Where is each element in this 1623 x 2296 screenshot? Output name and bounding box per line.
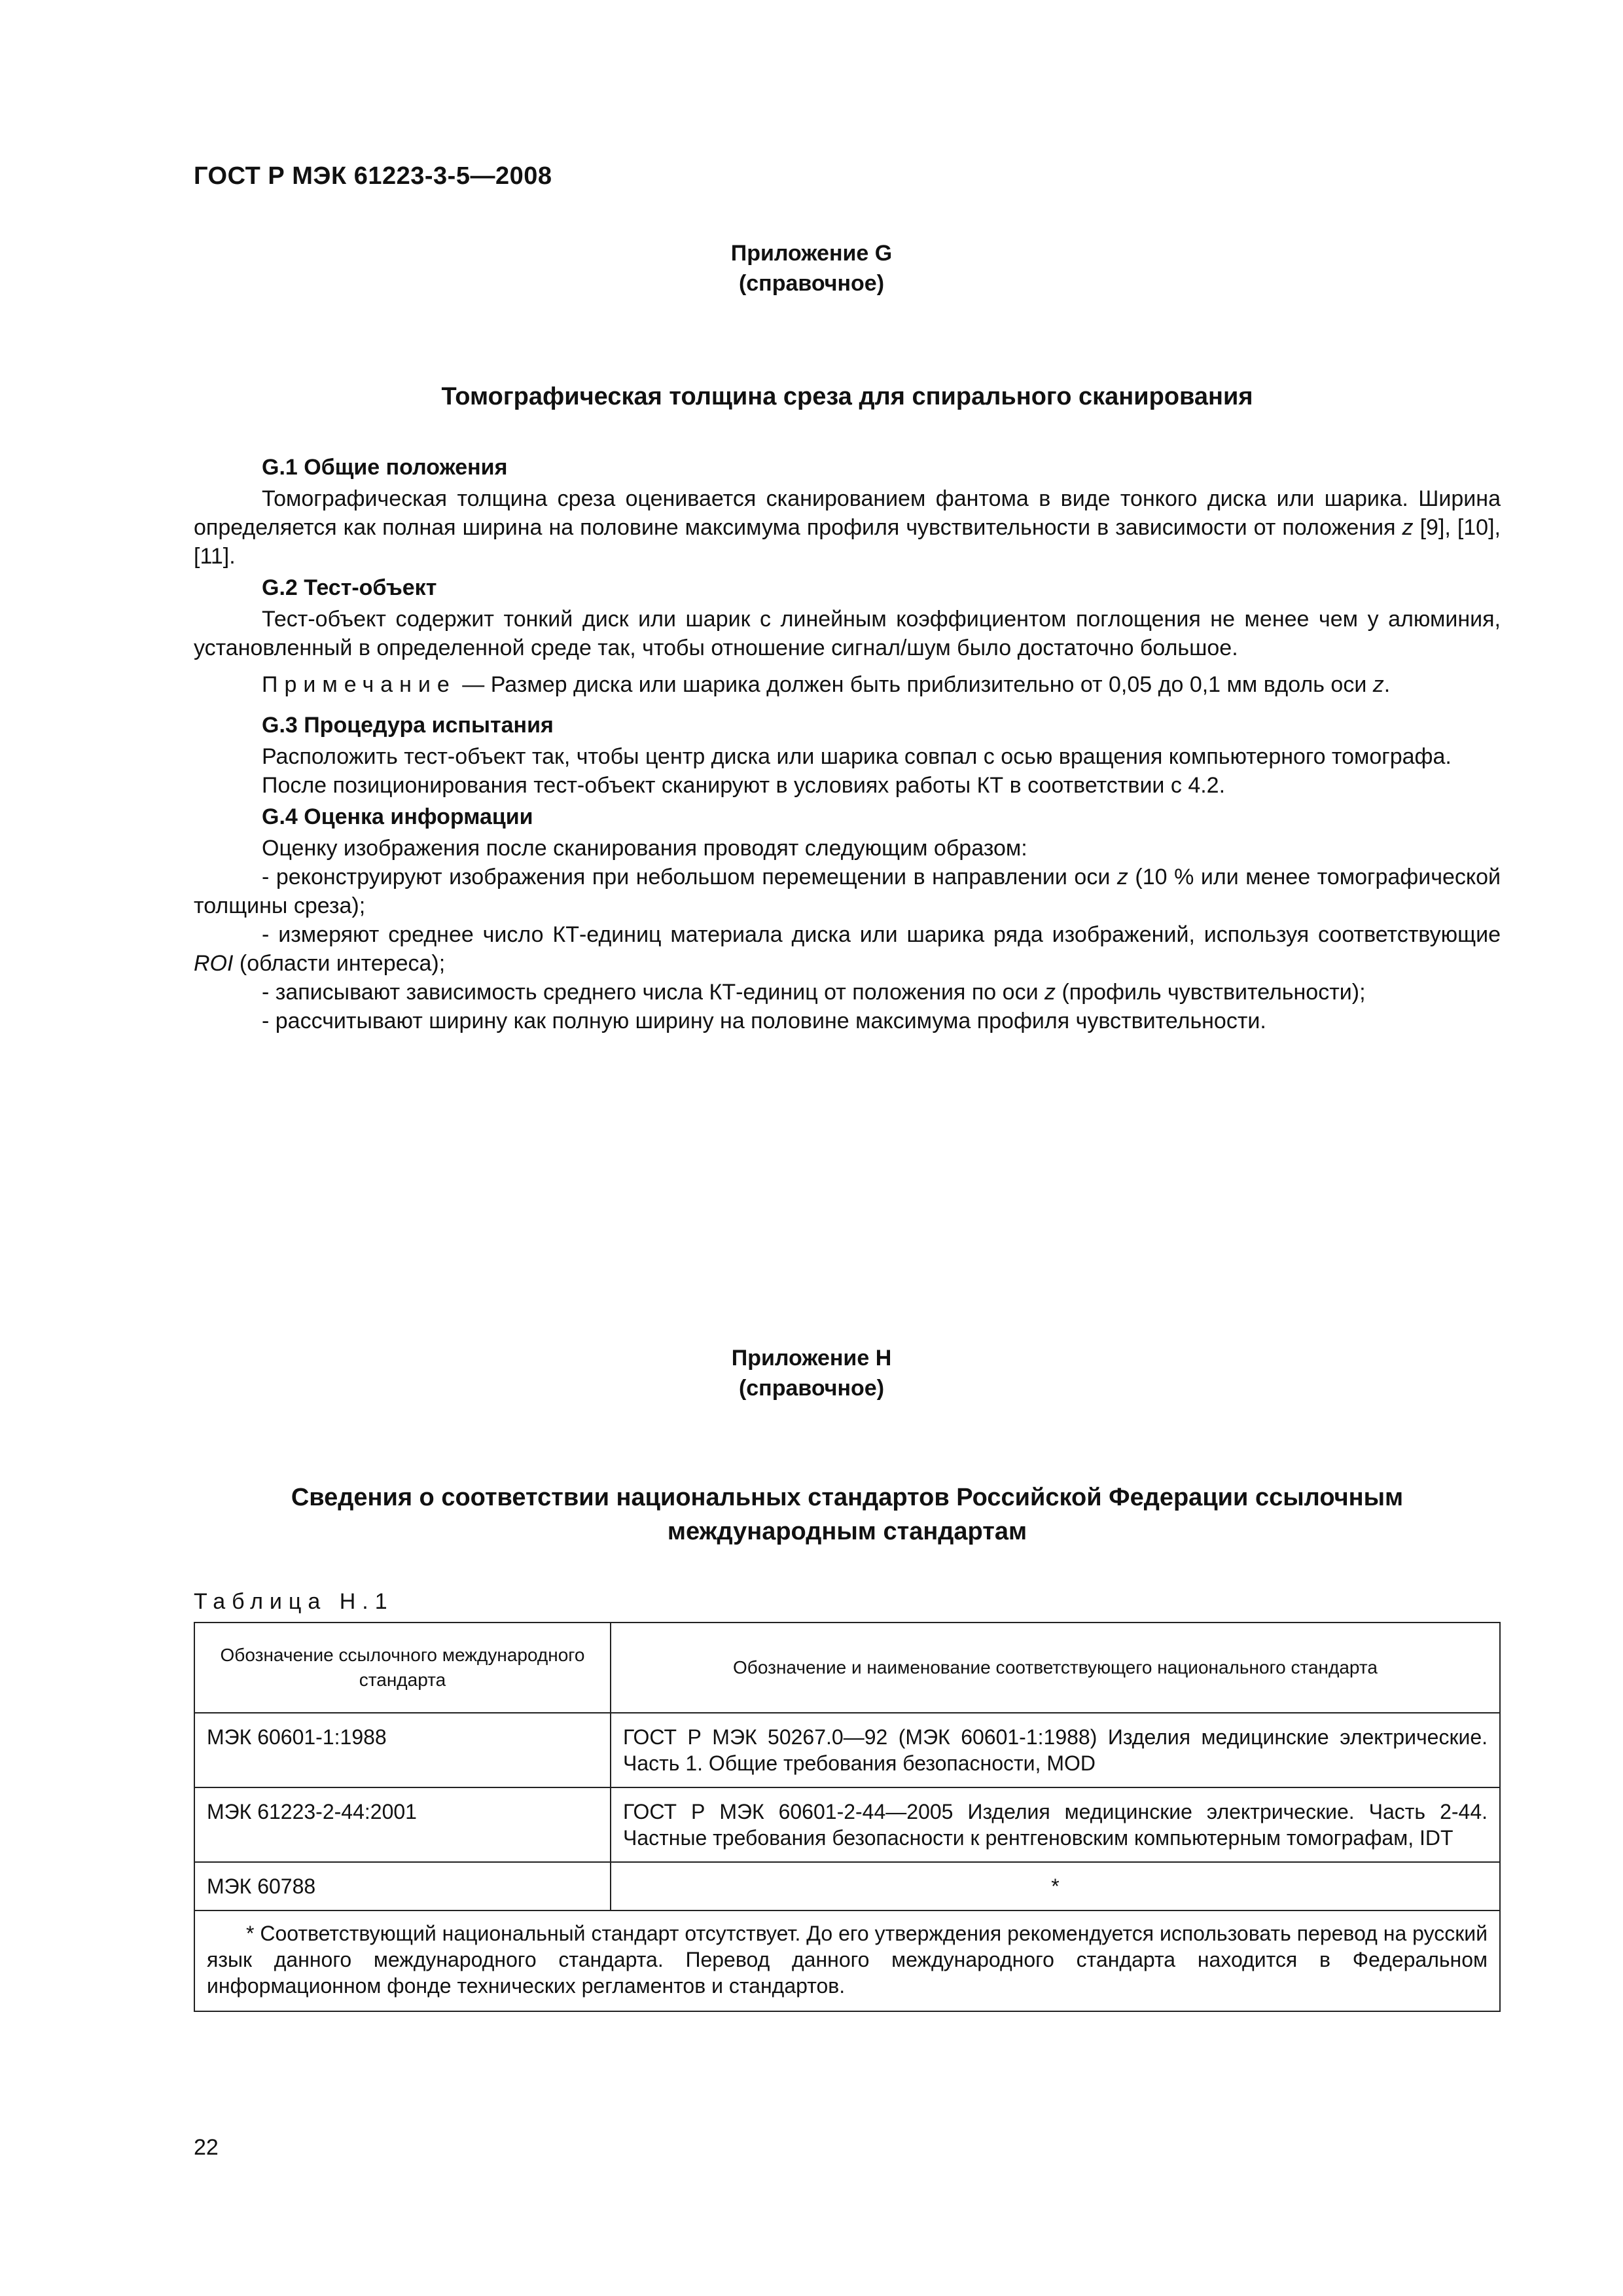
annex-h-title-line1: Сведения о соответствии национальных стандартов Российской Федерации ссылочным xyxy=(291,1484,1404,1511)
annex-g-body xyxy=(194,450,1501,1035)
table-caption: Таблица H.1 xyxy=(194,1589,394,1614)
document-header: ГОСТ Р МЭК 61223-3-5—2008 xyxy=(194,162,552,190)
column-header-national: Обозначение и наименование соответствующего национального стандарта xyxy=(611,1623,1500,1713)
list-item: - записывают зависимость среднего числа КТ-единиц от положения по оси z (профиль чувствительности); xyxy=(262,980,1366,1005)
annex-g-label: Приложение G xyxy=(730,241,893,266)
annex-g-status: (справочное) xyxy=(738,271,885,296)
section-g1-heading: G.1 Общие положения xyxy=(262,455,508,480)
cell-national-standard: * xyxy=(611,1862,1500,1910)
section-g2-heading: G.2 Тест-объект xyxy=(262,575,437,600)
list-item: - измеряют среднее число КТ-единиц материала диска или шарика ряда изображений, используя соответствующие ROI (области интереса); xyxy=(194,922,1501,976)
section-g4-intro: Оценку изображения после сканирования проводят следующим образом: xyxy=(262,836,1027,861)
cell-national-standard: ГОСТ Р МЭК 60601-2-44—2005 Изделия медицинские электрические. Часть 2-44. Частные требования безопасности к рентгеновским компьютерным томографам, IDT xyxy=(611,1787,1500,1862)
annex-h-heading xyxy=(0,1343,1623,1403)
page-number: 22 xyxy=(194,2135,219,2160)
annex-h-title xyxy=(194,1480,1501,1549)
standards-table xyxy=(194,1622,1501,2012)
annex-h-status: (справочное) xyxy=(738,1376,885,1401)
table-row xyxy=(194,1862,1500,1910)
cell-international-standard: МЭК 61223-2-44:2001 xyxy=(194,1787,611,1862)
list-item: - реконструируют изображения при небольшом перемещении в направлении оси z (10 % или менее томографической толщины среза); xyxy=(194,865,1501,918)
table-header-row xyxy=(194,1623,1500,1713)
table-footnote-row xyxy=(194,1910,1500,2011)
annex-g-heading xyxy=(0,238,1623,298)
table-row xyxy=(194,1713,1500,1787)
section-g2-note: Примечание — Размер диска или шарика должен быть приблизительно от 0,05 до 0,1 мм вдоль оси z. xyxy=(262,672,1391,697)
note-label: Примечание xyxy=(262,672,456,697)
cell-national-standard: ГОСТ Р МЭК 50267.0—92 (МЭК 60601-1:1988) Изделия медицинские электрические. Часть 1. Общие требования безопасности, MOD xyxy=(611,1713,1500,1787)
section-g2-text: Тест-объект содержит тонкий диск или шарик с линейным коэффициентом поглощения не менее чем у алюминия, установленный в определенной среде так, чтобы отношение сигнал/шум было достаточно большое. xyxy=(194,607,1501,660)
list-item: - рассчитывают ширину как полную ширину на половине максимума профиля чувствительности. xyxy=(262,1009,1266,1033)
annex-h-label: Приложение H xyxy=(731,1346,892,1371)
column-header-international: Обозначение ссылочного международного стандарта xyxy=(194,1623,611,1713)
cell-international-standard: МЭК 60788 xyxy=(194,1862,611,1910)
section-g1-text: Томографическая толщина среза оценивается сканированием фантома в виде тонкого диска или шарика. Ширина определяется как полная ширина на половине максимума профиля чувствительности в зависимости от положения z [9], [10], [11]. xyxy=(194,486,1501,569)
section-g3-heading: G.3 Процедура испытания xyxy=(262,713,554,738)
annex-g-title: Томографическая толщина среза для спирального сканирования xyxy=(441,383,1253,410)
table-row xyxy=(194,1787,1500,1862)
section-g3-text-1: Расположить тест-объект так, чтобы центр диска или шарика совпал с осью вращения компьютерного томографа. xyxy=(262,744,1452,769)
section-g3-text-2: После позиционирования тест-объект сканируют в условиях работы КТ в соответствии с 4.2. xyxy=(262,773,1226,798)
section-g4-heading: G.4 Оценка информации xyxy=(262,804,533,829)
table-footnote: * Соответствующий национальный стандарт отсутствует. До его утверждения рекомендуется использовать перевод на русский язык данного международного стандарта. Перевод данного международного стандарта находится в Федеральном информационном фонде технических регламентов и стандартов. xyxy=(194,1910,1500,2011)
cell-international-standard: МЭК 60601-1:1988 xyxy=(194,1713,611,1787)
annex-h-title-line2: международным стандартам xyxy=(667,1518,1027,1545)
